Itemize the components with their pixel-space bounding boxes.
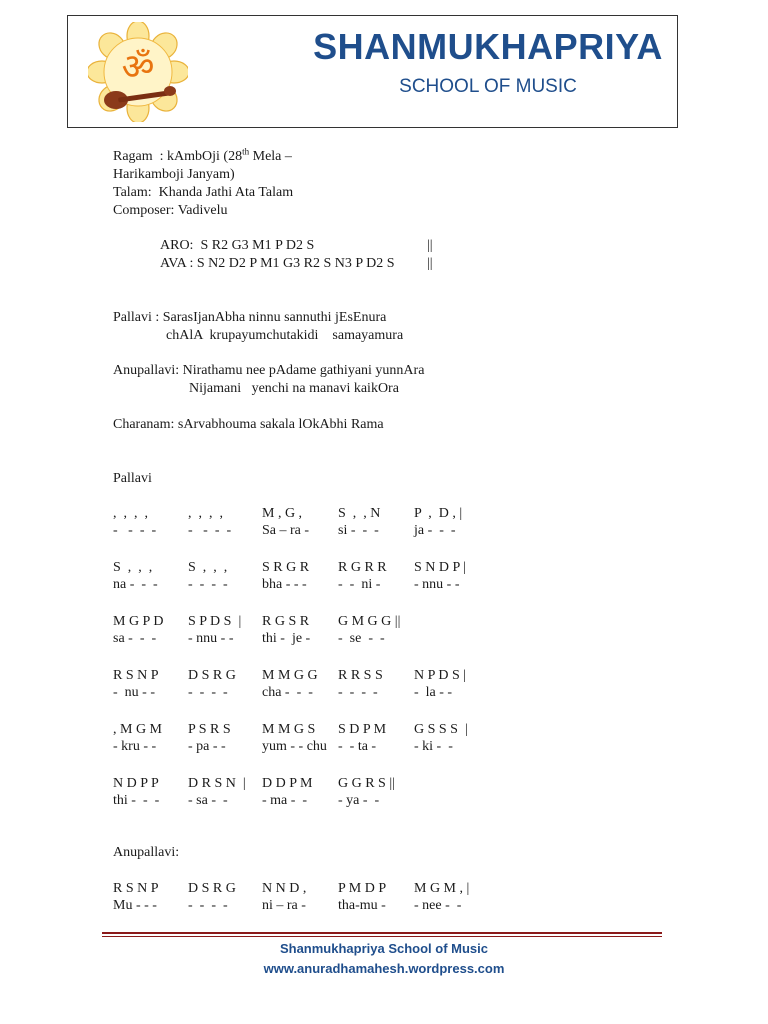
- arohanam: ARO: S R2 G3 M1 P D2 S: [160, 238, 315, 253]
- sahitya-cell: Mu - - -: [113, 898, 157, 913]
- swara-cell: , , , ,: [188, 506, 223, 521]
- footer-divider-thin: [102, 936, 662, 937]
- swara-cell: S R G R: [262, 560, 310, 575]
- svg-text:ॐ: ॐ: [121, 47, 155, 88]
- swara-cell: R G R R: [338, 560, 387, 575]
- sahitya-cell: - sa - -: [188, 793, 228, 808]
- swara-cell: M G M , |: [414, 881, 470, 896]
- sahitya-cell: - pa - -: [188, 739, 226, 754]
- sahitya-cell: ni – ra -: [262, 898, 306, 913]
- swara-cell: S , , ,: [113, 560, 153, 575]
- charanam-lyric: Charanam: sArvabhouma sakala lOkAbhi Rama: [113, 417, 384, 432]
- swara-cell: P S R S: [188, 722, 231, 737]
- avarohanam: AVA : S N2 D2 P M1 G3 R2 S N3 P D2 S: [160, 256, 395, 271]
- sahitya-cell: yum - - chu: [262, 739, 327, 754]
- composer-line: Composer: Vadivelu: [113, 203, 228, 218]
- swara-cell: S P D S |: [188, 614, 242, 629]
- pallavi-heading: Pallavi: [113, 471, 152, 486]
- swara-cell: M M G S: [262, 722, 316, 737]
- ragam-line: Ragam : kAmbOji (28th Mela –: [113, 146, 292, 164]
- footer-school-name: Shanmukhapriya School of Music: [279, 941, 489, 956]
- swara-cell: P , D , |: [414, 506, 463, 521]
- sahitya-cell: - - - -: [188, 523, 232, 538]
- sahitya-cell: - - ta -: [338, 739, 377, 754]
- sahitya-cell: - ya - -: [338, 793, 380, 808]
- sahitya-cell: bha - - -: [262, 577, 307, 592]
- sahitya-cell: - ma - -: [262, 793, 308, 808]
- sahitya-cell: sa - - -: [113, 631, 157, 646]
- sahitya-cell: - - ni -: [338, 577, 381, 592]
- sahitya-cell: - nnu - -: [188, 631, 234, 646]
- swara-cell: , M G M: [113, 722, 163, 737]
- pallavi-lyric-1: Pallavi : SarasIjanAbha ninnu sannuthi jEsEnura: [113, 310, 387, 325]
- school-name: SHANMUKHAPRIYA: [313, 26, 663, 67]
- anupallavi-lyric-1: Anupallavi: Nirathamu nee pAdame gathiyani yunnAra: [113, 363, 425, 378]
- school-subtitle: SCHOOL OF MUSIC: [399, 76, 577, 97]
- talam-line: Talam: Khanda Jathi Ata Talam: [113, 185, 294, 200]
- sahitya-cell: cha - - -: [262, 685, 313, 700]
- swara-cell: N D P P: [113, 776, 159, 791]
- swara-cell: R S N P: [113, 668, 159, 683]
- swara-cell: R S N P: [113, 881, 159, 896]
- sahitya-cell: thi - - -: [113, 793, 160, 808]
- sahitya-cell: - se - -: [338, 631, 385, 646]
- swara-cell: G S S S |: [414, 722, 468, 737]
- swara-cell: R G S R: [262, 614, 310, 629]
- swara-cell: D D P M: [262, 776, 313, 791]
- swara-cell: S N D P |: [414, 560, 467, 575]
- pallavi-lyric-2: chAlA krupayumchutakidi samayamura: [166, 328, 404, 343]
- sahitya-cell: Sa – ra -: [262, 523, 310, 538]
- swara-cell: M G P D: [113, 614, 164, 629]
- arohanam-end: ||: [427, 238, 433, 253]
- sahitya-cell: - nu - -: [113, 685, 155, 700]
- swara-cell: M M G G: [262, 668, 318, 683]
- swara-cell: S , , N: [338, 506, 381, 521]
- sahitya-cell: - la - -: [414, 685, 453, 700]
- swara-cell: D S R G: [188, 881, 236, 896]
- anupallavi-lyric-2: Nijamani yenchi na manavi kaikOra: [189, 381, 399, 396]
- swara-cell: M , G ,: [262, 506, 303, 521]
- avarohanam-end: ||: [427, 256, 433, 271]
- swara-cell: G G R S ||: [338, 776, 395, 791]
- swara-cell: G M G G ||: [338, 614, 401, 629]
- sahitya-cell: - - - -: [188, 577, 228, 592]
- swara-cell: S D P M: [338, 722, 387, 737]
- ragam-line-2: Harikamboji Janyam): [113, 167, 235, 182]
- swara-cell: N N D ,: [262, 881, 307, 896]
- sahitya-cell: - - - -: [188, 898, 228, 913]
- swara-cell: , , , ,: [113, 506, 148, 521]
- swara-cell: D R S N |: [188, 776, 246, 791]
- sahitya-cell: - nee - -: [414, 898, 462, 913]
- sahitya-cell: na - - -: [113, 577, 158, 592]
- footer-divider: [102, 932, 662, 934]
- swara-cell: R R S S: [338, 668, 383, 683]
- footer-url: www.anuradhamahesh.wordpress.com: [263, 961, 505, 976]
- swara-cell: S , , ,: [188, 560, 228, 575]
- sahitya-cell: tha-mu -: [338, 898, 386, 913]
- sahitya-cell: thi - je -: [262, 631, 311, 646]
- swara-cell: N P D S |: [414, 668, 467, 683]
- sahitya-cell: si - - -: [338, 523, 379, 538]
- sahitya-cell: - nnu - -: [414, 577, 460, 592]
- letterhead: [67, 15, 678, 128]
- sahitya-cell: - kru - -: [113, 739, 157, 754]
- om-veena-logo-icon: [88, 22, 188, 122]
- sahitya-cell: - - - -: [338, 685, 378, 700]
- anupallavi-heading: Anupallavi:: [113, 845, 180, 860]
- sahitya-cell: ja - - -: [414, 523, 456, 538]
- sahitya-cell: - - - -: [113, 523, 157, 538]
- sahitya-cell: - ki - -: [414, 739, 453, 754]
- sahitya-cell: - - - -: [188, 685, 228, 700]
- swara-cell: D S R G: [188, 668, 236, 683]
- swara-cell: P M D P: [338, 881, 387, 896]
